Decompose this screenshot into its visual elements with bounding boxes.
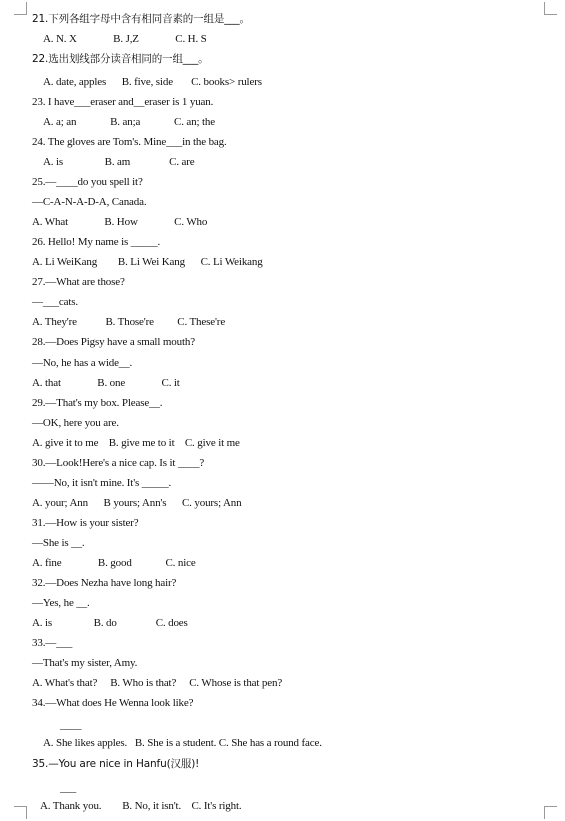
answer-blank-35: ___ [60,782,77,794]
options-29: A. give it to me B. give me to it C. give it me [32,437,240,449]
question-27: 27.—What are those? [32,276,125,288]
options-22: A. date, apples B. five, side C. books> rulers [43,76,262,88]
question-33: 33.—___ [32,637,73,649]
question-28: 28.—Does Pigsy have a small mouth? [32,336,195,348]
question-34: 34.—What does He Wenna look like? [32,697,194,709]
question-21: 21.下列各组字母中含有相同音素的一组是___。 [32,13,250,25]
answer-line-28: —No, he has a wide__. [32,357,133,369]
question-26: 26. Hello! My name is _____. [32,236,161,248]
answer-blank-34: ____ [60,719,82,731]
corner-mark-top-left [14,2,27,15]
answer-line-32: —Yes, he __. [32,597,90,609]
options-25: A. What B. How C. Who [32,216,208,228]
answer-line-30: ——No, it isn't mine. It's _____. [32,477,172,489]
answer-line-25: —C-A-N-A-D-A, Canada. [32,196,147,208]
options-33: A. What's that? B. Who is that? C. Whose is that pen? [32,677,283,689]
options-26: A. Li WeiKang B. Li Wei Kang C. Li Weikang [32,256,263,268]
question-29: 29.—That's my box. Please__. [32,397,163,409]
answer-line-27: —___cats. [32,296,79,308]
options-24: A. is B. am C. are [43,156,195,168]
question-25: 25.—____do you spell it? [32,176,143,188]
question-32: 32.—Does Nezha have long hair? [32,577,177,589]
answer-line-29: —OK, here you are. [32,417,119,429]
corner-mark-bottom-left [14,806,27,819]
options-28: A. that B. one C. it [32,377,180,389]
answer-line-31: —She is __. [32,537,85,549]
options-35: A. Thank you. B. No, it isn't. C. It's right. [40,800,242,812]
options-32: A. is B. do C. does [32,617,188,629]
question-31: 31.—How is your sister? [32,517,139,529]
question-35: 35.—You are nice in Hanfu(汉服)! [32,758,200,770]
options-30: A. your; Ann B yours; Ann's C. yours; Ann [32,497,242,509]
options-34: A. She likes apples. B. She is a student. C. She has a round face. [43,737,322,749]
question-30: 30.—Look!Here's a nice cap. Is it ____? [32,457,205,469]
question-23: 23. I have___eraser and__eraser is 1 yuan. [32,96,214,108]
options-27: A. They're B. Those're C. These're [32,316,226,328]
options-23: A. a; an B. an;a C. an; the [43,116,215,128]
options-31: A. fine B. good C. nice [32,557,196,569]
options-21: A. N. X B. J,Z C. H. S [43,33,207,45]
question-22: 22.选出划线部分读音相同的一组___。 [32,53,209,65]
answer-line-33: —That's my sister, Amy. [32,657,138,669]
question-24: 24. The gloves are Tom's. Mine___in the bag. [32,136,227,148]
corner-mark-top-right [544,2,557,15]
corner-mark-bottom-right [544,806,557,819]
